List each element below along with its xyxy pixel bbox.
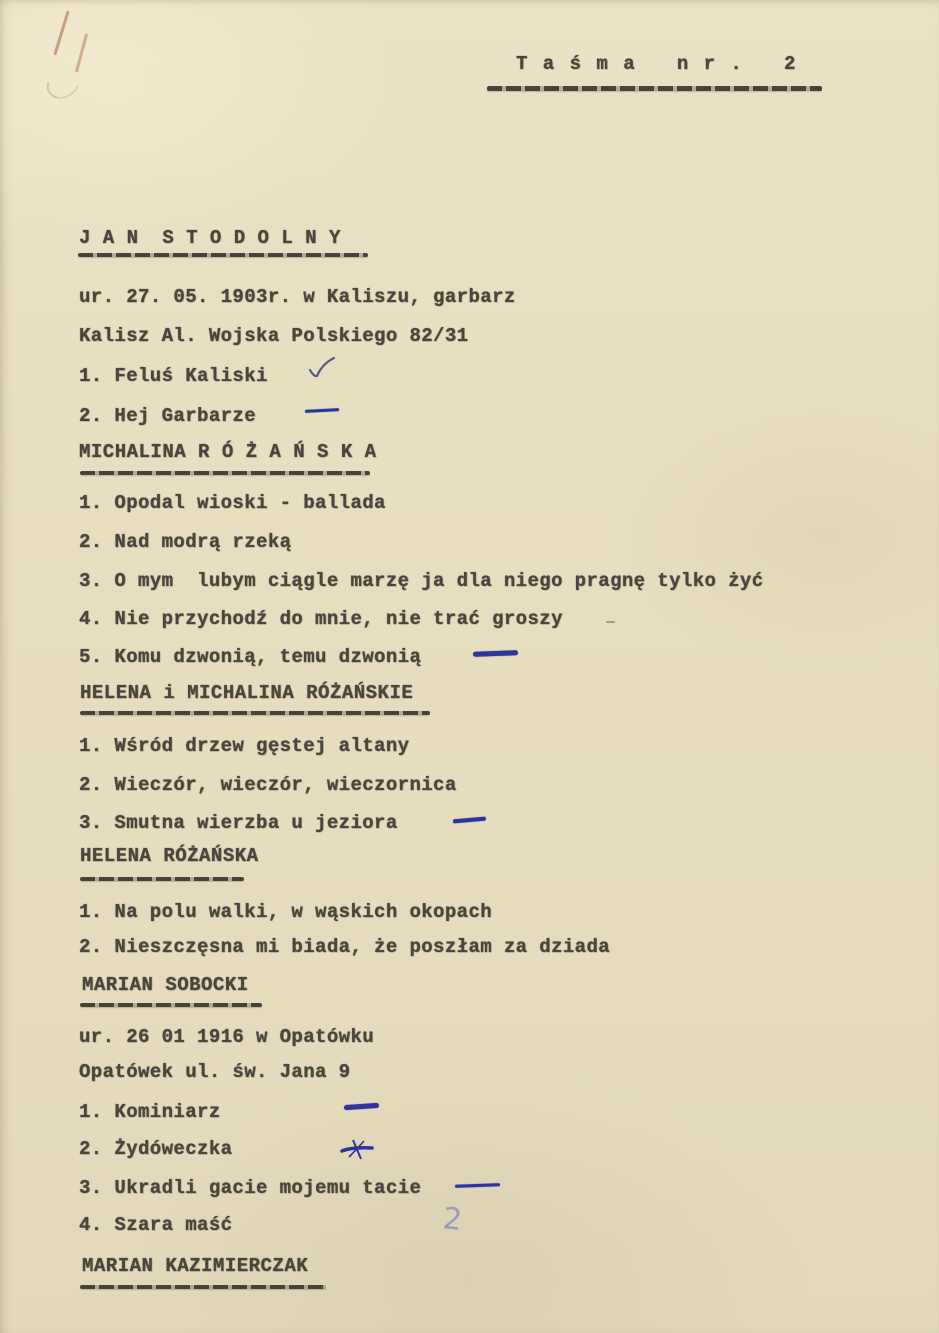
address-line: Opatówek ul. św. Jana 9 (79, 1061, 351, 1083)
song-item: 5. Komu dzwonią, temu dzwonią (79, 646, 422, 668)
section-heading: MICHALINA R Ó Ż A Ń S K A (79, 441, 377, 463)
section-heading: MARIAN KAZIMIERCZAK (82, 1255, 309, 1277)
section-heading-underline (80, 877, 244, 881)
section-heading-underline (80, 1285, 326, 1289)
section-heading-underline (80, 471, 370, 475)
tape-title: T a ś m a n r . 2 (516, 53, 798, 75)
pen-stroke-mark (53, 11, 69, 56)
scribble-annotation (340, 1136, 376, 1162)
song-item: 1. Na polu walki, w wąskich okopach (79, 901, 493, 923)
song-item: 2. Nad modrą rzeką (79, 531, 292, 553)
song-item: 4. Szara maść (79, 1214, 233, 1236)
song-item: 2. Żydóweczka (79, 1138, 233, 1160)
tape-title-underline (487, 86, 822, 91)
song-item: 3. Ukradli gacie mojemu tacie (79, 1177, 422, 1199)
birth-info-line: ur. 27. 05. 1903r. w Kaliszu, garbarz (79, 286, 516, 308)
song-item: 2. Nieszczęsna mi biada, że poszłam za dziada (79, 936, 611, 958)
song-item: 3. Smutna wierzba u jeziora (79, 812, 398, 834)
section-heading-underline (78, 253, 368, 257)
stray-mark (606, 621, 615, 623)
dash-annotation (305, 408, 339, 413)
song-item: 2. Wieczór, wieczór, wieczornica (79, 774, 457, 796)
song-item: 4. Nie przychodź do mnie, nie trać groszy (79, 608, 563, 630)
dash-annotation (473, 650, 518, 657)
song-item: 2. Hej Garbarze (79, 405, 257, 427)
section-heading-underline (80, 1003, 262, 1007)
song-item: 1. Wśród drzew gęstej altany (79, 735, 410, 757)
pen-stroke-mark (75, 33, 88, 72)
section-heading: HELENA RÓŻAŃSKA (80, 845, 259, 867)
section-heading: J A N S T O D O L N Y (79, 227, 341, 249)
handwritten-number-annotation: 2 (441, 1201, 464, 1238)
birth-info-line: ur. 26 01 1916 w Opatówku (79, 1026, 375, 1048)
section-heading: HELENA i MICHALINA RÓŻAŃSKIE (80, 682, 414, 704)
dash-annotation (455, 1183, 500, 1188)
song-item: 1. Feluś Kaliski (79, 365, 268, 387)
song-item: 3. O mym lubym ciągle marzę ja dla niego pragnę tylko żyć (79, 570, 764, 592)
section-heading: MARIAN SOBOCKI (82, 974, 249, 996)
song-item: 1. Kominiarz (79, 1101, 221, 1123)
dash-annotation (453, 817, 486, 824)
dash-annotation (344, 1103, 379, 1110)
section-heading-underline (80, 711, 430, 715)
address-line: Kalisz Al. Wojska Polskiego 82/31 (79, 325, 469, 347)
checkmark-annotation (308, 357, 336, 381)
song-item: 1. Opodal wioski - ballada (79, 492, 386, 514)
